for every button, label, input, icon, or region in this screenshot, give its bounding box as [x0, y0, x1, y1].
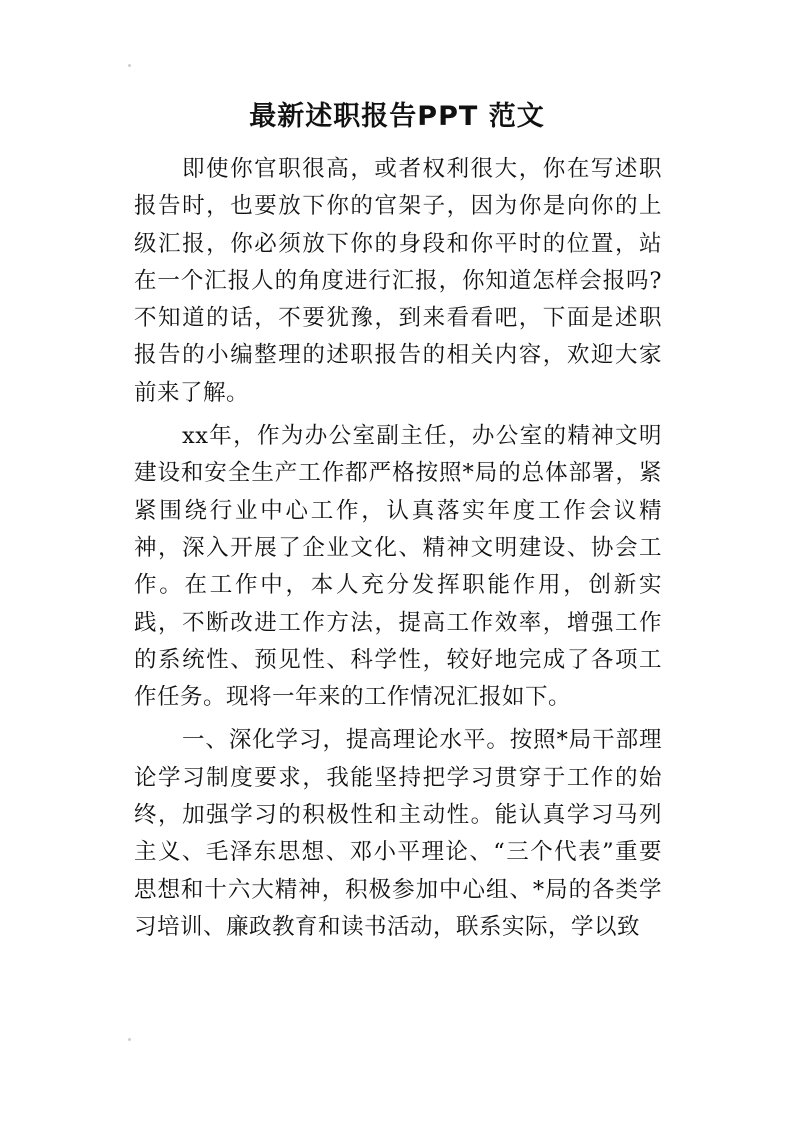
- document-title: 最新述职报告PPT 范文: [249, 101, 545, 132]
- scan-speck: [128, 1038, 131, 1041]
- paragraph-section-one: 一、深化学习，提高理论水平。按照*局干部理论学习制度要求，我能坚持把学习贯穿于工作的始终，加强学习的积极性和主动性。能认真学习马列主义、毛泽东思想、邓小平理论、“三个代表”重要思想和十六大精神，积极参加中心组、*局的各类学习培训、廉政教育和读书活动，联系实际，学以致: [134, 727, 662, 940]
- paragraph-summary: xx年，作为办公室副主任，办公室的精神文明建设和安全生产工作都严格按照*局的总体部署，紧紧围绕行业中心工作，认真落实年度工作会议精神，深入开展了企业文化、精神文明建设、协会工作。在工作中，本人充分发挥职能作用，创新实践，不断改进工作方法，提高工作效率，增强工作的系统性、预见性、科学性，较好地完成了各项工作任务。现将一年来的工作情况汇报如下。: [134, 423, 662, 711]
- document-body: [134, 151, 662, 952]
- paragraph-intro: 即使你官职很高，或者权利很大，你在写述职报告时，也要放下你的官架子，因为你是向你的上级汇报，你必须放下你的身段和你平时的位置，站在一个汇报人的角度进行汇报，你知道怎样会报吗?不知道的话，不要犹豫，到来看看吧，下面是述职报告的小编整理的述职报告的相关内容，欢迎大家前来了解。: [134, 156, 662, 406]
- scan-speck: [128, 64, 131, 67]
